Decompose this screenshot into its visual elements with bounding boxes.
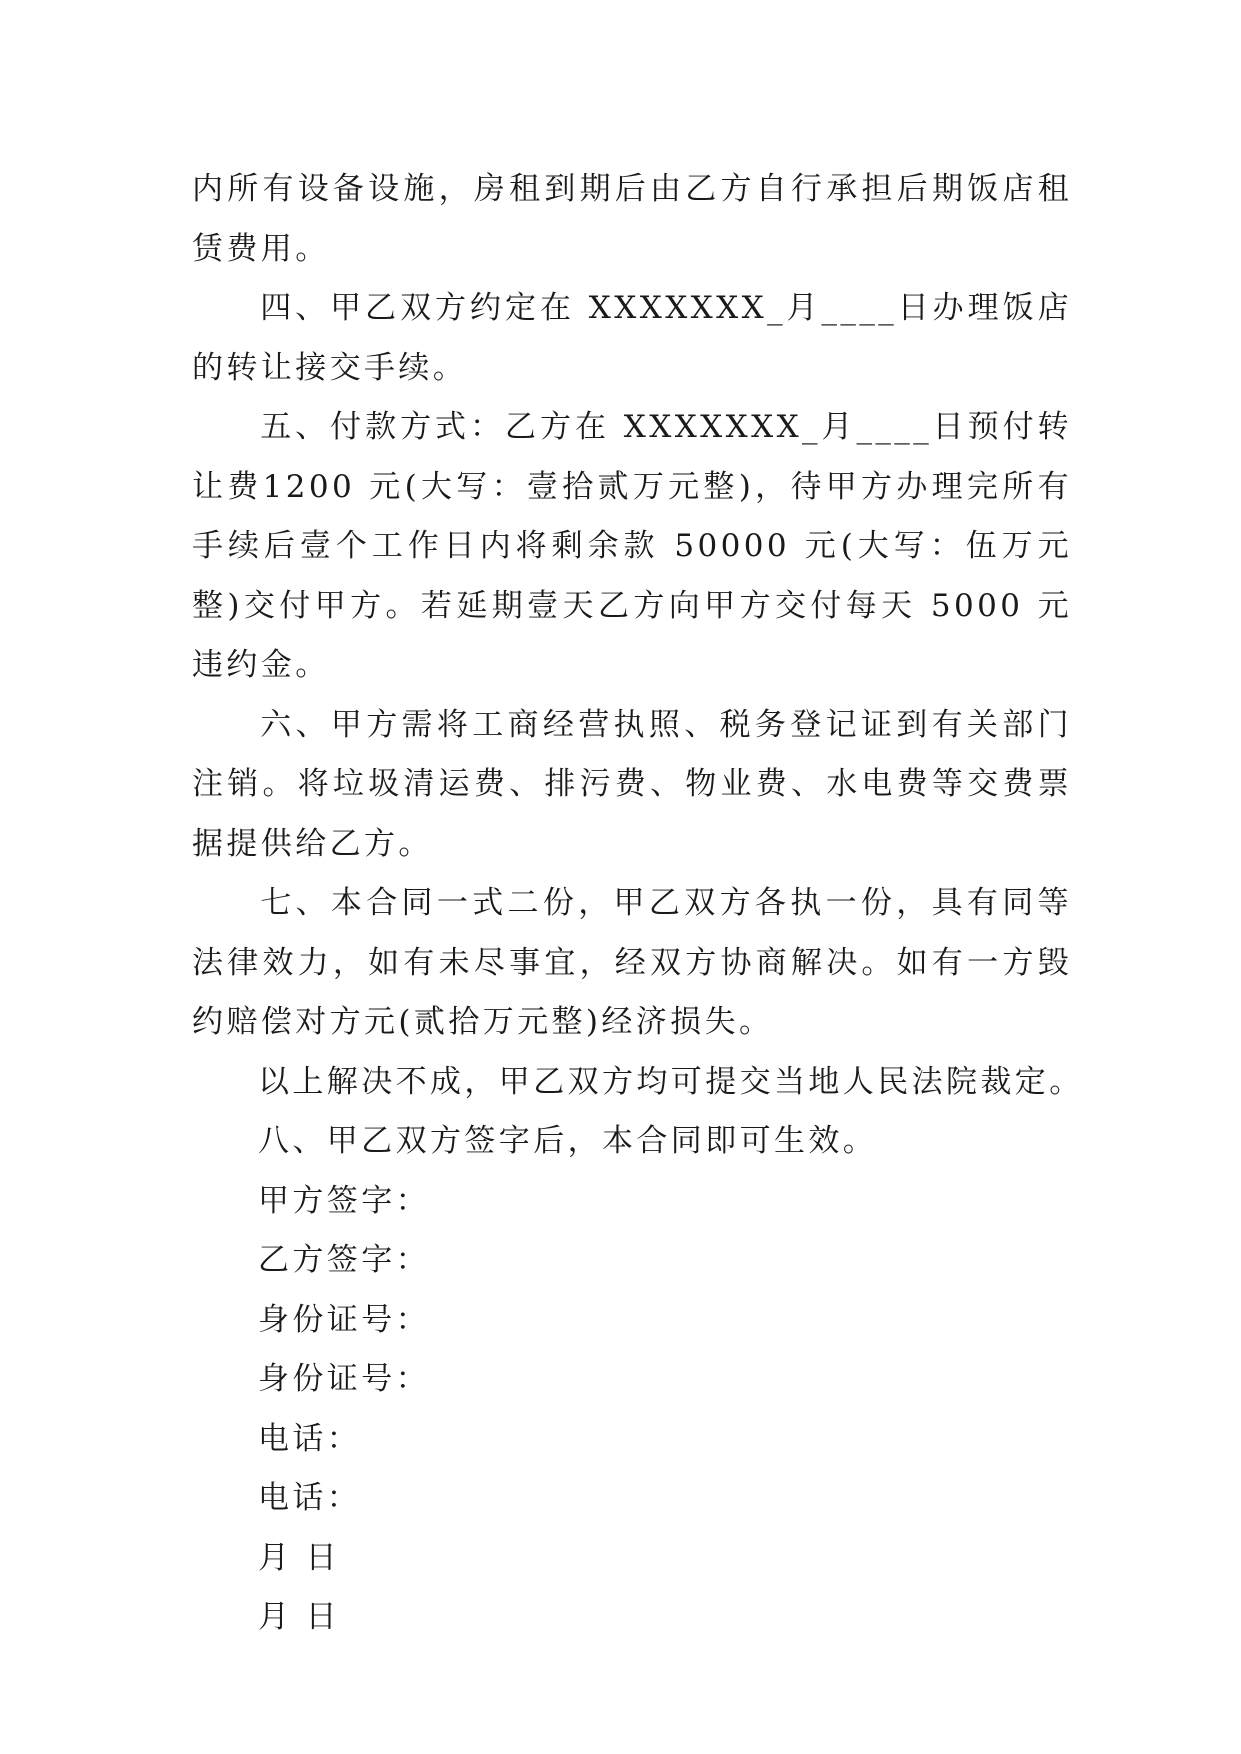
party-b-date-label: 月 日 — [258, 1599, 341, 1635]
party-b-phone-label: 电话： — [258, 1480, 362, 1516]
party-b-id-number-label: 身份证号： — [258, 1361, 430, 1397]
clause-4-handover-date: 四、甲乙双方约定在 XXXXXXX_月____日办理饭店的转让接交手续。 — [192, 290, 1072, 386]
clause-8-effective-line: 八、甲乙双方签字后，本合同即可生效。 — [258, 1123, 878, 1159]
paragraph-continued-facilities: 内所有设备设施，房租到期后由乙方自行承担后期饭店租赁费用。 — [192, 171, 1072, 267]
dispute-resolution-line: 以上解决不成，甲乙双方均可提交当地人民法院裁定。 — [258, 1063, 1084, 1100]
party-a-date-label: 月 日 — [258, 1539, 341, 1576]
document-page — [192, 160, 1084, 1648]
party-a-id-number-label: 身份证号： — [258, 1301, 430, 1338]
party-a-phone-label: 电话： — [258, 1420, 362, 1457]
clause-6-license-cancellation: 六、甲方需将工商经营执照、税务登记证到有关部门注销。将垃圾清运费、排污费、物业费、水电费等交费票据提供给乙方。 — [192, 706, 1072, 862]
clause-5-payment-method: 五、付款方式：乙方在 XXXXXXX_月____日预付转让费1200 元(大写：壹拾贰万元整)，待甲方办理完所有手续后壹个工作日内将剩余款 50000 元(大写：伍万元整)交付甲方。若延期壹天乙方向甲方交付每天 5000 元违约金。 — [192, 409, 1072, 683]
party-b-signature-label: 乙方签字： — [258, 1242, 430, 1278]
party-a-signature-label: 甲方签字： — [258, 1182, 430, 1219]
clause-7-contract-copies: 七、本合同一式二份，甲乙双方各执一份，具有同等法律效力，如有未尽事宜，经双方协商解决。如有一方毁约赔偿对方元(贰拾万元整)经济损失。 — [192, 885, 1072, 1040]
